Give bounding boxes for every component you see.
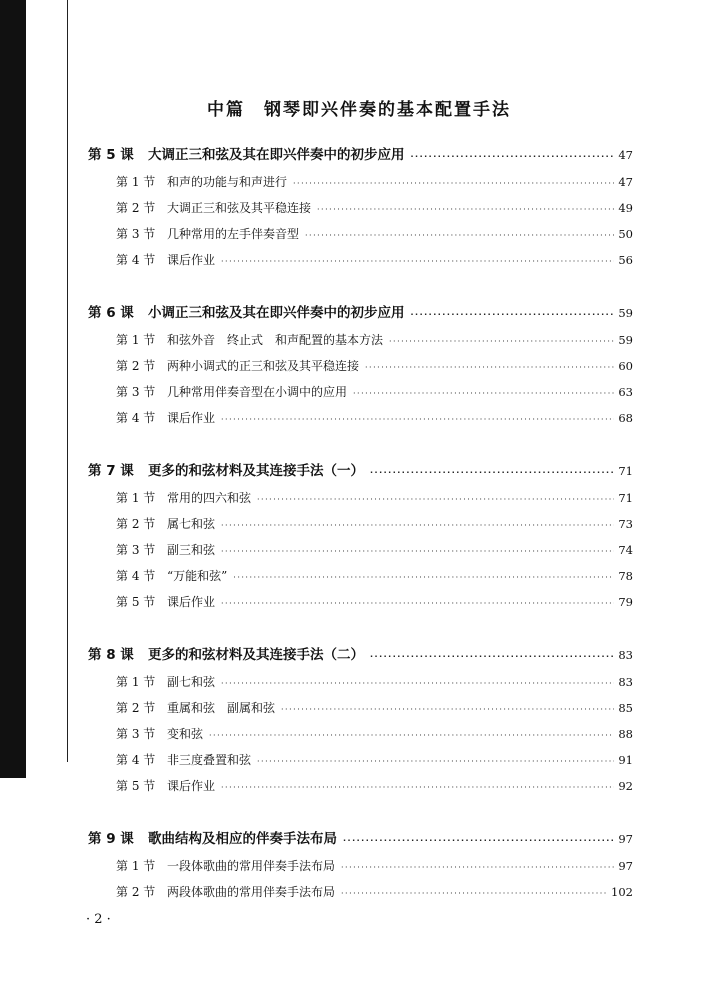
section-entry[interactable]	[88, 773, 633, 799]
section-title: “万能和弦”	[167, 569, 228, 583]
section-number: 第 3 节	[116, 385, 156, 399]
section-entry[interactable]	[88, 169, 633, 195]
section-entry[interactable]	[88, 247, 633, 273]
section-page-number: 79	[618, 595, 633, 609]
section-title: 变和弦	[167, 727, 204, 741]
section-page-number: 71	[618, 491, 633, 505]
section-page-number: 60	[618, 359, 633, 373]
dot-leader	[221, 513, 614, 539]
section-entry[interactable]	[88, 485, 633, 511]
section-page-number: 83	[618, 675, 633, 689]
lesson-page-number: 59	[618, 306, 633, 320]
section-page-number: 47	[618, 175, 633, 189]
dot-leader	[233, 565, 614, 591]
section-number: 第 3 节	[116, 543, 156, 557]
section-page-number: 88	[618, 727, 633, 741]
dot-leader	[221, 671, 614, 697]
dot-leader	[293, 171, 614, 197]
dot-leader	[365, 355, 614, 381]
section-title: 课后作业	[167, 411, 216, 425]
dot-leader	[411, 302, 615, 328]
dot-leader	[370, 460, 614, 486]
section-number: 第 2 节	[116, 201, 156, 215]
section-number: 第 5 节	[116, 779, 156, 793]
section-title: 两段体歌曲的常用伴奏手法布局	[167, 885, 336, 899]
page-number: · 2 ·	[86, 912, 111, 927]
section-number: 第 2 节	[116, 359, 156, 373]
section-page-number: 78	[618, 569, 633, 583]
section-title: 课后作业	[167, 779, 216, 793]
section-page-number: 74	[618, 543, 633, 557]
section-page-number: 68	[618, 411, 633, 425]
lesson-title: 更多的和弦材料及其连接手法（二）	[148, 647, 364, 663]
section-entry[interactable]	[88, 511, 633, 537]
section-entry[interactable]	[88, 405, 633, 431]
section-number: 第 5 节	[116, 595, 156, 609]
section-page-number: 49	[618, 201, 633, 215]
section-title: 几种常用的左手伴奏音型	[167, 227, 300, 241]
section-entry[interactable]	[88, 879, 633, 905]
section-number: 第 3 节	[116, 227, 156, 241]
lesson-page-number: 47	[618, 148, 633, 162]
section-title: 两种小调式的正三和弦及其平稳连接	[167, 359, 360, 373]
section-number: 第 4 节	[116, 253, 156, 267]
section-title: 重属和弦 副属和弦	[167, 701, 276, 715]
lesson-block	[88, 300, 633, 431]
section-entry[interactable]	[88, 747, 633, 773]
section-page-number: 73	[618, 517, 633, 531]
dot-leader	[370, 644, 614, 670]
lesson-title: 歌曲结构及相应的伴奏手法布局	[148, 831, 337, 847]
dot-leader	[305, 223, 614, 249]
section-number: 第 1 节	[116, 175, 156, 189]
section-title: 副七和弦	[167, 675, 216, 689]
lesson-number: 第 5 课	[88, 147, 134, 163]
lesson-title: 小调正三和弦及其在即兴伴奏中的初步应用	[148, 305, 405, 321]
section-page-number: 56	[618, 253, 633, 267]
section-entry[interactable]	[88, 695, 633, 721]
lesson-block	[88, 142, 633, 273]
lesson-page-number: 97	[618, 832, 633, 846]
section-page-number: 92	[618, 779, 633, 793]
section-title: 几种常用伴奏音型在小调中的应用	[167, 385, 348, 399]
dot-leader	[353, 381, 614, 407]
dot-leader	[221, 775, 614, 801]
section-page-number: 85	[618, 701, 633, 715]
section-number: 第 1 节	[116, 491, 156, 505]
lesson-entry[interactable]	[88, 826, 633, 852]
section-number: 第 2 节	[116, 885, 156, 899]
lesson-entry[interactable]	[88, 300, 633, 326]
lesson-block	[88, 826, 633, 905]
lesson-block	[88, 642, 633, 799]
section-number: 第 1 节	[116, 333, 156, 347]
dot-leader	[317, 197, 614, 223]
section-entry[interactable]	[88, 589, 633, 615]
part-title: 中篇 钢琴即兴伴奏的基本配置手法	[207, 100, 511, 120]
section-page-number: 102	[611, 885, 633, 899]
section-number: 第 2 节	[116, 701, 156, 715]
section-title: 副三和弦	[167, 543, 216, 557]
section-title: 非三度叠置和弦	[167, 753, 252, 767]
section-entry[interactable]	[88, 853, 633, 879]
section-title: 和声的功能与和声进行	[167, 175, 288, 189]
lesson-number: 第 6 课	[88, 305, 134, 321]
section-title: 常用的四六和弦	[167, 491, 252, 505]
section-page-number: 91	[618, 753, 633, 767]
section-number: 第 4 节	[116, 411, 156, 425]
section-entry[interactable]	[88, 353, 633, 379]
dot-leader	[209, 723, 614, 749]
section-entry[interactable]	[88, 721, 633, 747]
section-number: 第 3 节	[116, 727, 156, 741]
dot-leader	[341, 881, 608, 907]
lesson-block	[88, 458, 633, 615]
section-number: 第 1 节	[116, 675, 156, 689]
section-number: 第 4 节	[116, 753, 156, 767]
lesson-page-number: 83	[618, 648, 633, 662]
dot-leader	[341, 855, 614, 881]
section-page-number: 97	[618, 859, 633, 873]
section-page-number: 59	[618, 333, 633, 347]
dot-leader	[221, 407, 614, 433]
section-entry[interactable]	[88, 221, 633, 247]
dot-leader	[411, 144, 615, 170]
dot-leader	[257, 487, 614, 513]
lesson-number: 第 8 课	[88, 647, 134, 663]
dot-leader	[389, 329, 614, 355]
lesson-page-number: 71	[618, 464, 633, 478]
dot-leader	[257, 749, 614, 775]
dot-leader	[343, 828, 614, 854]
section-number: 第 2 节	[116, 517, 156, 531]
lesson-number: 第 9 课	[88, 831, 134, 847]
lesson-title: 大调正三和弦及其在即兴伴奏中的初步应用	[148, 147, 405, 163]
lesson-entry[interactable]	[88, 142, 633, 168]
section-entry[interactable]	[88, 563, 633, 589]
dot-leader	[221, 249, 614, 275]
lesson-entry[interactable]	[88, 642, 633, 668]
lesson-number: 第 7 课	[88, 463, 134, 479]
section-page-number: 50	[618, 227, 633, 241]
section-entry[interactable]	[88, 379, 633, 405]
section-entry[interactable]	[88, 327, 633, 353]
section-title: 课后作业	[167, 595, 216, 609]
section-title: 大调正三和弦及其平稳连接	[167, 201, 312, 215]
section-title: 和弦外音 终止式 和声配置的基本方法	[167, 333, 384, 347]
section-entry[interactable]	[88, 195, 633, 221]
lesson-entry[interactable]	[88, 458, 633, 484]
dot-leader	[221, 539, 614, 565]
dot-leader	[281, 697, 614, 723]
table-of-contents	[88, 142, 633, 932]
section-entry[interactable]	[88, 669, 633, 695]
section-title: 属七和弦	[167, 517, 216, 531]
section-title: 课后作业	[167, 253, 216, 267]
section-entry[interactable]	[88, 537, 633, 563]
section-number: 第 1 节	[116, 859, 156, 873]
section-title: 一段体歌曲的常用伴奏手法布局	[167, 859, 336, 873]
lesson-title: 更多的和弦材料及其连接手法（一）	[148, 463, 364, 479]
section-page-number: 63	[618, 385, 633, 399]
dot-leader	[221, 591, 614, 617]
section-number: 第 4 节	[116, 569, 156, 583]
